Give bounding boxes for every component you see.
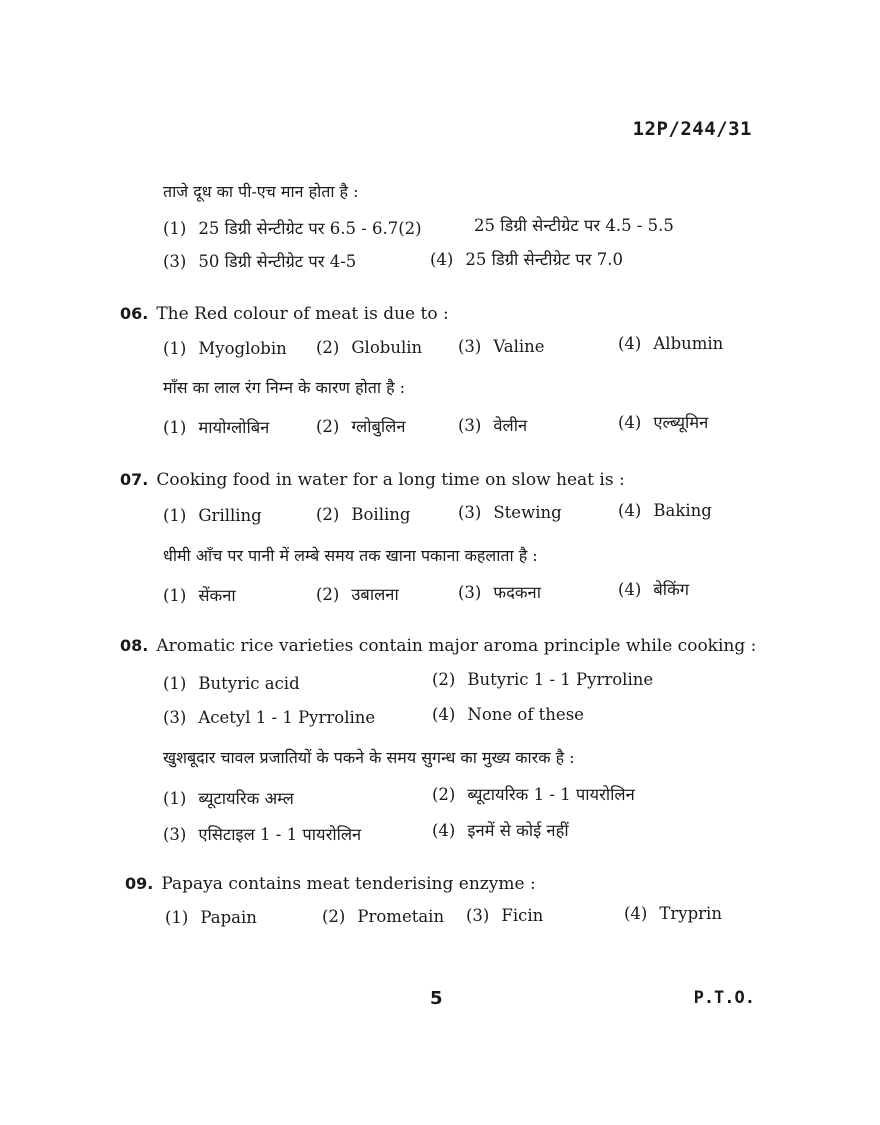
q06-hindi-option-1: (1) मायोग्लोबिन: [163, 418, 270, 437]
q09-option-1: (1) Papain: [165, 908, 257, 927]
q05-hindi-option-4: (4) 25 डिग्री सेन्टीग्रेट पर 7.0: [430, 250, 623, 269]
q06-hindi-option-3: (3) वेलीन: [458, 416, 528, 435]
q08-hindi-option-4: (4) इनमें से कोई नहीं: [432, 821, 569, 840]
q07-question: 07. Cooking food in water for a long time on slow heat is :: [120, 470, 625, 490]
q07-hindi-option-2: (2) उबालना: [316, 585, 399, 604]
q09-option-2: (2) Prometain: [322, 907, 445, 926]
q06-option-2: (2) Globulin: [316, 338, 423, 357]
q09-number: 09.: [125, 874, 154, 893]
q07-hindi-option-3: (3) फदकना: [458, 583, 541, 602]
pto-label: P.T.O.: [693, 988, 755, 1008]
q07-hindi-option-4: (4) बेकिंग: [618, 580, 690, 599]
q08-option-3: (3) Acetyl 1 - 1 Pyrroline: [163, 708, 376, 727]
q08-number: 08.: [120, 636, 149, 655]
q08-question: 08. Aromatic rice varieties contain major aroma principle while cooking :: [120, 636, 757, 656]
q07-option-1: (1) Grilling: [163, 506, 262, 525]
q07-number: 07.: [120, 470, 149, 489]
q06-number: 06.: [120, 304, 149, 323]
q07-hindi-option-1: (1) सेंकना: [163, 586, 236, 605]
q07-option-2: (2) Boiling: [316, 505, 411, 524]
paper-code: 12P/244/31: [632, 118, 752, 140]
q08-option-1: (1) Butyric acid: [163, 674, 300, 693]
q06-option-1: (1) Myoglobin: [163, 339, 287, 358]
q06-hindi-option-4: (4) एल्ब्यूमिन: [618, 413, 709, 432]
q08-hindi-option-1: (1) ब्यूटायरिक अम्ल: [163, 789, 294, 808]
q07-hindi-question: धीमी आँच पर पानी में लम्बे समय तक खाना पकाना कहलाता है :: [163, 546, 538, 565]
q05-hindi-question: ताजे दूध का पी-एच मान होता है :: [163, 182, 359, 201]
q05-hindi-option-3: (3) 50 डिग्री सेन्टीग्रेट पर 4-5: [163, 252, 357, 271]
q09-question: 09. Papaya contains meat tenderising enzyme :: [125, 874, 536, 894]
q08-hindi-question: खुशबूदार चावल प्रजातियों के पकने के समय सुगन्ध का मुख्य कारक है :: [163, 748, 575, 767]
q06-option-3: (3) Valine: [458, 337, 545, 356]
q06-hindi-question: माँस का लाल रंग निम्न के कारण होता है :: [163, 378, 406, 397]
q09-option-3: (3) Ficin: [466, 906, 544, 925]
q05-hindi-option-1: (1) 25 डिग्री सेन्टीग्रेट पर 6.5 - 6.7(2): [163, 219, 422, 238]
q07-option-4: (4) Baking: [618, 501, 712, 520]
q09-option-4: (4) Tryprin: [624, 904, 722, 923]
q08-option-4: (4) None of these: [432, 705, 584, 724]
page-number: 5: [430, 988, 443, 1009]
q08-option-2: (2) Butyric 1 - 1 Pyrroline: [432, 670, 654, 689]
q07-option-3: (3) Stewing: [458, 503, 562, 522]
q06-option-4: (4) Albumin: [618, 334, 724, 353]
q08-hindi-option-2: (2) ब्यूटायरिक 1 - 1 पायरोलिन: [432, 785, 635, 804]
q05-hindi-option-2: 25 डिग्री सेन्टीग्रेट पर 4.5 - 5.5: [474, 216, 674, 235]
q06-hindi-option-2: (2) ग्लोबुलिन: [316, 417, 406, 436]
q06-question: 06. The Red colour of meat is due to :: [120, 304, 449, 324]
q08-hindi-option-3: (3) एसिटाइल 1 - 1 पायरोलिन: [163, 825, 362, 844]
